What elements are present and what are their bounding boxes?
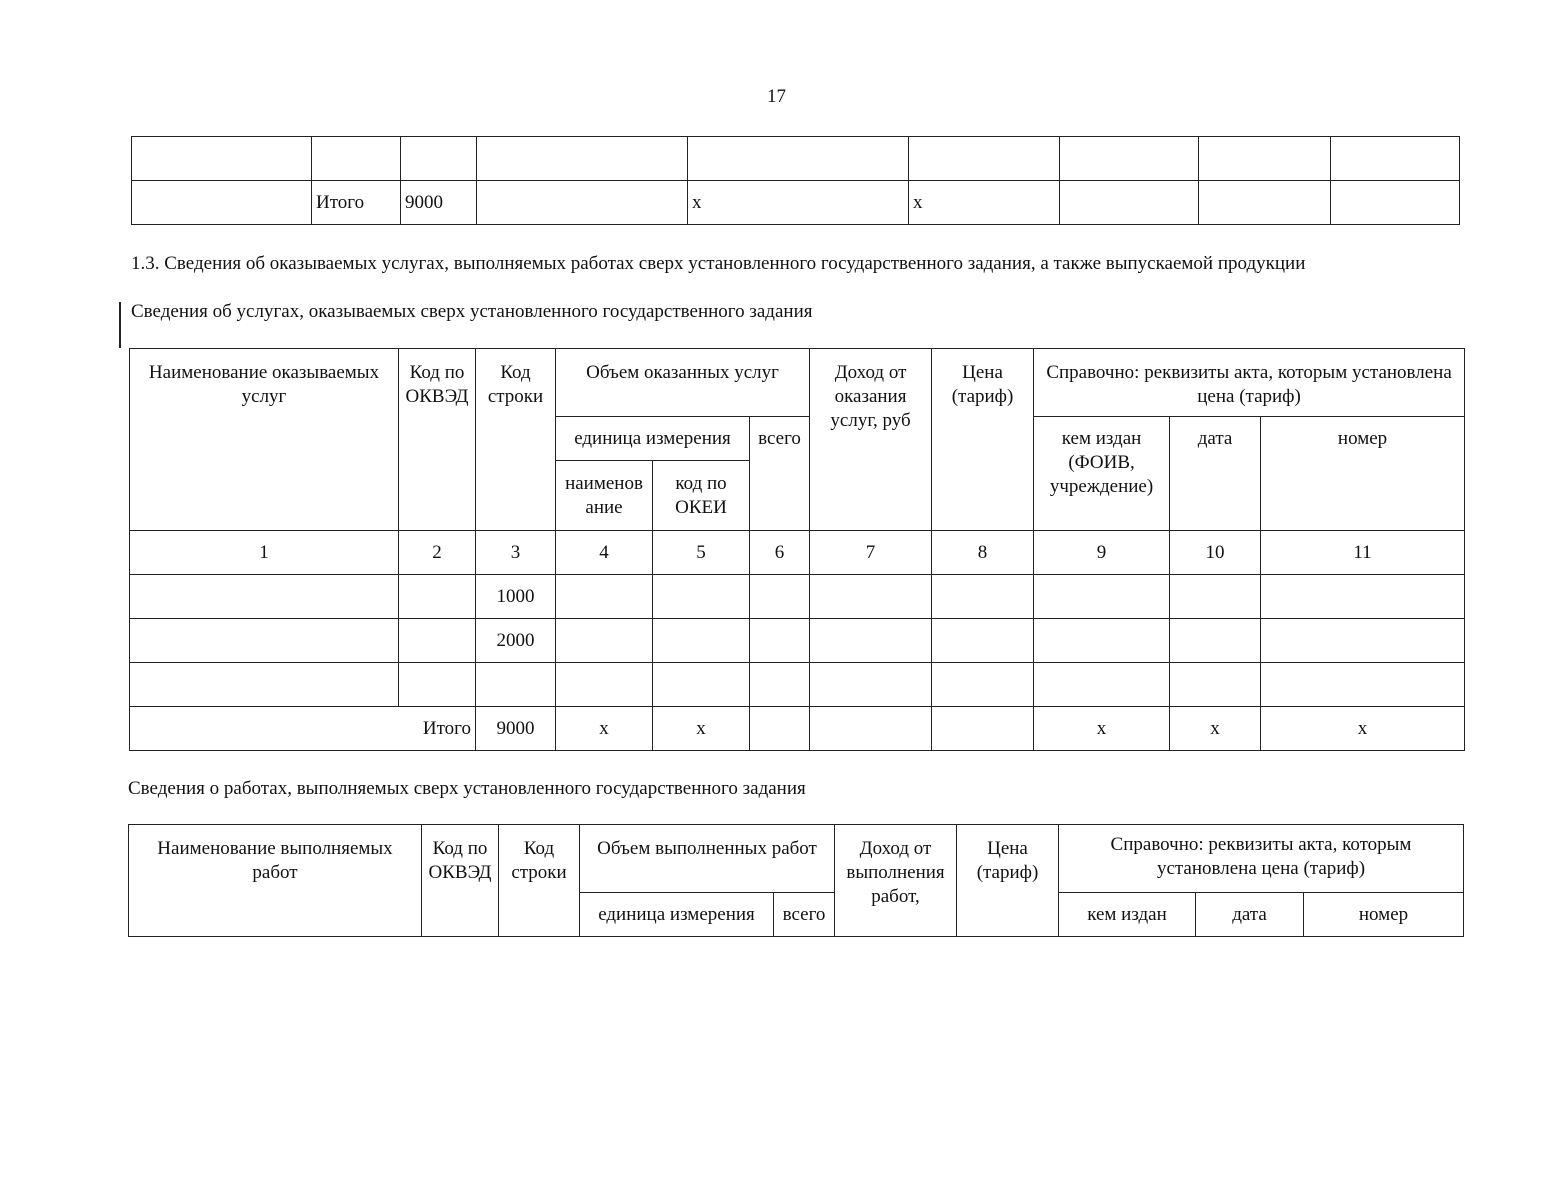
header-volume: Объем оказанных услуг [556, 349, 810, 417]
margin-bar [119, 302, 121, 348]
x-mark: x [688, 181, 909, 225]
header-total: всего [774, 893, 835, 937]
col-number: 6 [750, 531, 810, 575]
table-row [130, 619, 1465, 663]
itogo-label: Итого [130, 707, 476, 751]
page-number: 17 [767, 86, 786, 107]
works-table [128, 824, 1464, 937]
services-table [129, 348, 1465, 751]
header-okved: Код по ОКВЭД [422, 825, 499, 937]
col-number: 10 [1170, 531, 1261, 575]
header-number: номер [1261, 417, 1465, 531]
header-issued-by: кем издан [1059, 893, 1196, 937]
table-total-row [130, 707, 1465, 751]
header-volume: Объем выполненных работ [580, 825, 835, 893]
col-number: 2 [399, 531, 476, 575]
row-code: 2000 [476, 619, 556, 663]
total-code: 9000 [476, 707, 556, 751]
header-okved: Код по ОКВЭД [399, 349, 476, 531]
header-price: Цена (тариф) [957, 825, 1059, 937]
total-code: 9000 [401, 181, 477, 225]
header-total: всего [750, 417, 810, 531]
col-number: 1 [130, 531, 399, 575]
works-title: Сведения о работах, выполняемых сверх установленного государственного задания [128, 778, 806, 799]
header-unit: единица измерения [580, 893, 774, 937]
header-row-code: Код строки [499, 825, 580, 937]
header-work-name: Наименование выполняемых работ [129, 825, 422, 937]
column-numbers-row [130, 531, 1465, 575]
header-reference: Справочно: реквизиты акта, которым установлена цена (тариф) [1059, 825, 1464, 893]
row-code [476, 663, 556, 707]
col-number: 9 [1034, 531, 1170, 575]
col-number: 11 [1261, 531, 1465, 575]
header-issued-by: кем издан (ФОИВ, учреждение) [1034, 417, 1170, 531]
header-date: дата [1170, 417, 1261, 531]
header-date: дата [1196, 893, 1304, 937]
header-price: Цена (тариф) [932, 349, 1034, 531]
top-table [131, 136, 1460, 225]
header-income: Доход от выполнения работ, [835, 825, 957, 937]
itogo-label: Итого [312, 181, 401, 225]
x-mark: x [556, 707, 653, 751]
header-row-code: Код строки [476, 349, 556, 531]
col-number: 7 [810, 531, 932, 575]
x-mark: x [1034, 707, 1170, 751]
row-code: 1000 [476, 575, 556, 619]
header-unit: единица измерения [556, 417, 750, 461]
col-number: 8 [932, 531, 1034, 575]
col-number: 4 [556, 531, 653, 575]
header-reference: Справочно: реквизиты акта, которым установлена цена (тариф) [1034, 349, 1465, 417]
table-row [130, 663, 1465, 707]
top-table-total-row [132, 181, 1460, 225]
table-row [130, 575, 1465, 619]
x-mark: x [909, 181, 1060, 225]
x-mark: x [653, 707, 750, 751]
header-okei-code: код по ОКЕИ [653, 461, 750, 531]
col-number: 5 [653, 531, 750, 575]
header-income: Доход от оказания услуг, руб [810, 349, 932, 531]
section-title: 1.3. Сведения об оказываемых услугах, выполняемых работах сверх установленного государственного задания, а также выпускаемой продукции [131, 253, 1306, 274]
header-number: номер [1304, 893, 1464, 937]
header-unit-name: наименование [556, 461, 653, 531]
x-mark: x [1261, 707, 1465, 751]
header-service-name: Наименование оказываемых услуг [130, 349, 399, 531]
col-number: 3 [476, 531, 556, 575]
x-mark: x [1170, 707, 1261, 751]
services-title: Сведения об услугах, оказываемых сверх установленного государственного задания [131, 301, 813, 322]
